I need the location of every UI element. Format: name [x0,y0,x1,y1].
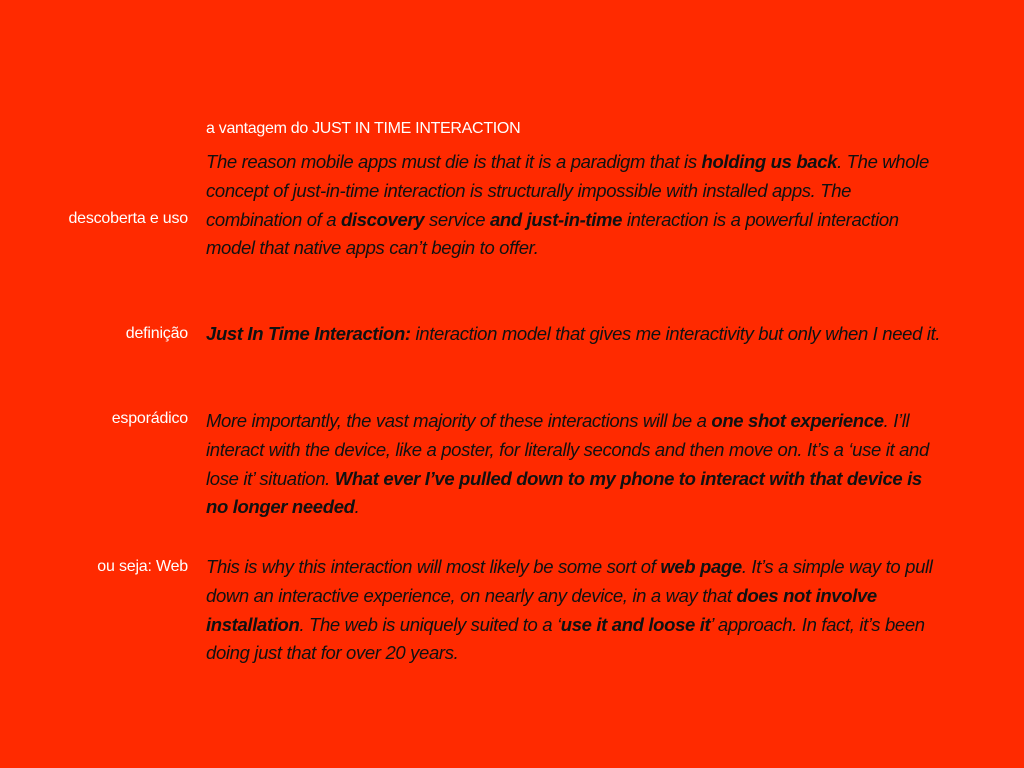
p4-text-4: ’ approach. In fact, it’s been doing just that for over 20 years. [206,613,925,664]
paragraph-web-page [206,553,946,668]
sidebar-label-sporadic: esporádico [111,410,188,427]
heading-strong: JUST IN TIME INTERACTION [312,120,521,137]
p4-bold-use-it-and-loose-it: use it and loose it [560,613,711,635]
paragraph-definition [206,320,946,349]
p3-bold-one-shot: one shot experience [711,410,884,431]
p2-bold-term: Just In Time Interaction: [206,323,411,344]
p1-text-4: interaction is a powerful interaction model that native apps can’t begin to offer. [206,208,899,259]
sidebar-label-discovery: descoberta e uso [68,210,188,227]
p3-text-2: . I’ll interact with the device, like a poster, for literally seconds and then move on. It’s a ‘use it and lose it’ situation. [206,410,929,489]
sidebar-label-web: ou seja: Web [97,558,188,575]
p1-text-1: The reason mobile apps must die is that it is a paradigm that is [206,151,702,172]
p1-text-3: service [424,208,490,230]
slide-heading [206,120,520,138]
paragraph-apps-must-die [206,148,946,263]
p4-bold-web-page: web page [660,556,742,577]
sidebar-label-definition: definição [125,325,188,342]
p3-bold-no-longer-needed: What ever I’ve pulled down to my phone to interact with that device is no longer needed [206,467,922,518]
p4-text-3: . The web is uniquely suited to a ‘ [299,613,561,635]
heading-prefix: a vantagem do [206,120,313,137]
p3-text-3: . [354,496,360,518]
p1-bold-discovery: discovery [340,208,425,230]
p2-text-1: interaction model that gives me interactivity but only when I need it. [410,323,941,344]
p4-text-1: This is why this interaction will most likely be some sort of [206,556,661,577]
p4-bold-no-installation: does not involve installation [206,584,877,635]
p4-text-2: . It’s a simple way to pull down an interactive experience, on nearly any device, in a way that [206,556,933,606]
p1-bold-just-in-time: and just-in-time [489,208,623,230]
paragraph-one-shot [206,407,946,522]
p3-text-1: More importantly, the vast majority of these interactions will be a [206,410,712,431]
p1-text-2: . The whole concept of just-in-time interaction is structurally impossible with installed apps. The combination of a [206,151,929,230]
p1-bold-holding-us-back: holding us back [701,151,838,172]
